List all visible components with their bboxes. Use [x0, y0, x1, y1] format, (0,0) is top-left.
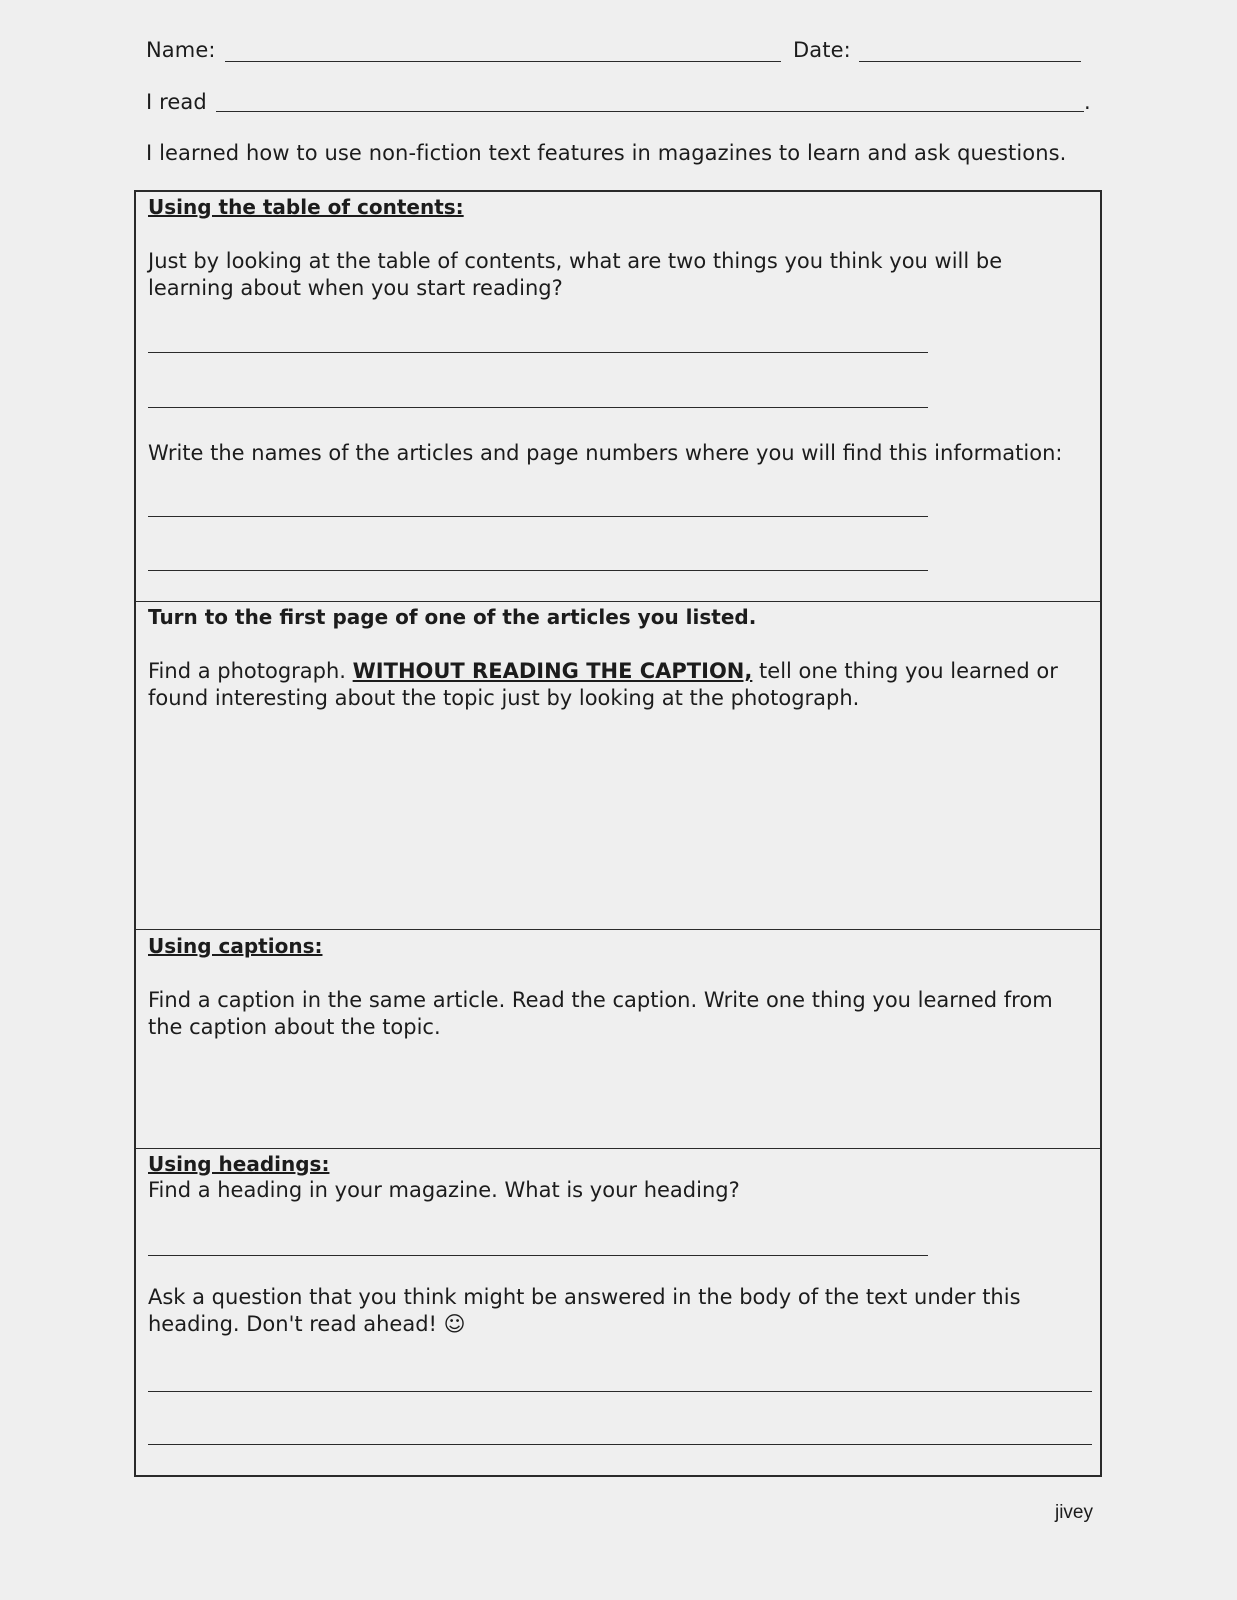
captions-question: Find a caption in the same article. Read the caption. Write one thing you learned from the caption about the topic.: [148, 988, 1053, 1039]
section-divider: [136, 601, 1100, 602]
photo-question-pre: Find a photograph.: [148, 659, 353, 683]
photo-question-post: tell one thing you learned or found interesting about the topic just by looking at the photograph.: [148, 659, 1058, 710]
photo-question-emphasis: WITHOUT READING THE CAPTION,: [352, 659, 753, 683]
headings-answer-line-2[interactable]: [148, 1391, 1092, 1392]
toc-answer-line-3[interactable]: [148, 516, 928, 517]
captions-heading: Using captions:: [148, 934, 323, 958]
headings-question-2: Ask a question that you think might be answered in the body of the text under this heading. Don't read ahead! ☺: [148, 1285, 1021, 1336]
toc-question-2: Write the names of the articles and page numbers where you will find this information:: [148, 441, 1063, 465]
section-divider: [136, 929, 1100, 930]
section-divider: [136, 1148, 1100, 1149]
objective-text: I learned how to use non-fiction text features in magazines to learn and ask questions.: [146, 141, 1067, 165]
name-blank[interactable]: [225, 61, 781, 62]
credit-text: jivey: [1054, 1502, 1093, 1523]
photo-question: [148, 658, 1093, 712]
read-period: .: [1084, 90, 1091, 114]
read-label: I read: [146, 90, 207, 114]
name-label: Name:: [146, 38, 216, 62]
headings-question-1: Find a heading in your magazine. What is your heading?: [148, 1178, 740, 1202]
date-blank[interactable]: [859, 61, 1081, 62]
toc-heading: Using the table of contents:: [148, 195, 464, 219]
date-label: Date:: [793, 38, 851, 62]
headings-answer-line-1[interactable]: [148, 1255, 928, 1256]
toc-answer-line-2[interactable]: [148, 407, 928, 408]
headings-heading: Using headings:: [148, 1152, 330, 1176]
toc-question-1: Just by looking at the table of contents, what are two things you think you will be learning about when you start reading?: [148, 249, 1003, 300]
photo-heading: Turn to the first page of one of the articles you listed.: [148, 605, 757, 629]
worksheet-box: [134, 190, 1102, 1477]
toc-answer-line-4[interactable]: [148, 570, 928, 571]
read-blank[interactable]: [216, 111, 1084, 112]
toc-answer-line-1[interactable]: [148, 352, 928, 353]
headings-answer-line-3[interactable]: [148, 1444, 1092, 1445]
